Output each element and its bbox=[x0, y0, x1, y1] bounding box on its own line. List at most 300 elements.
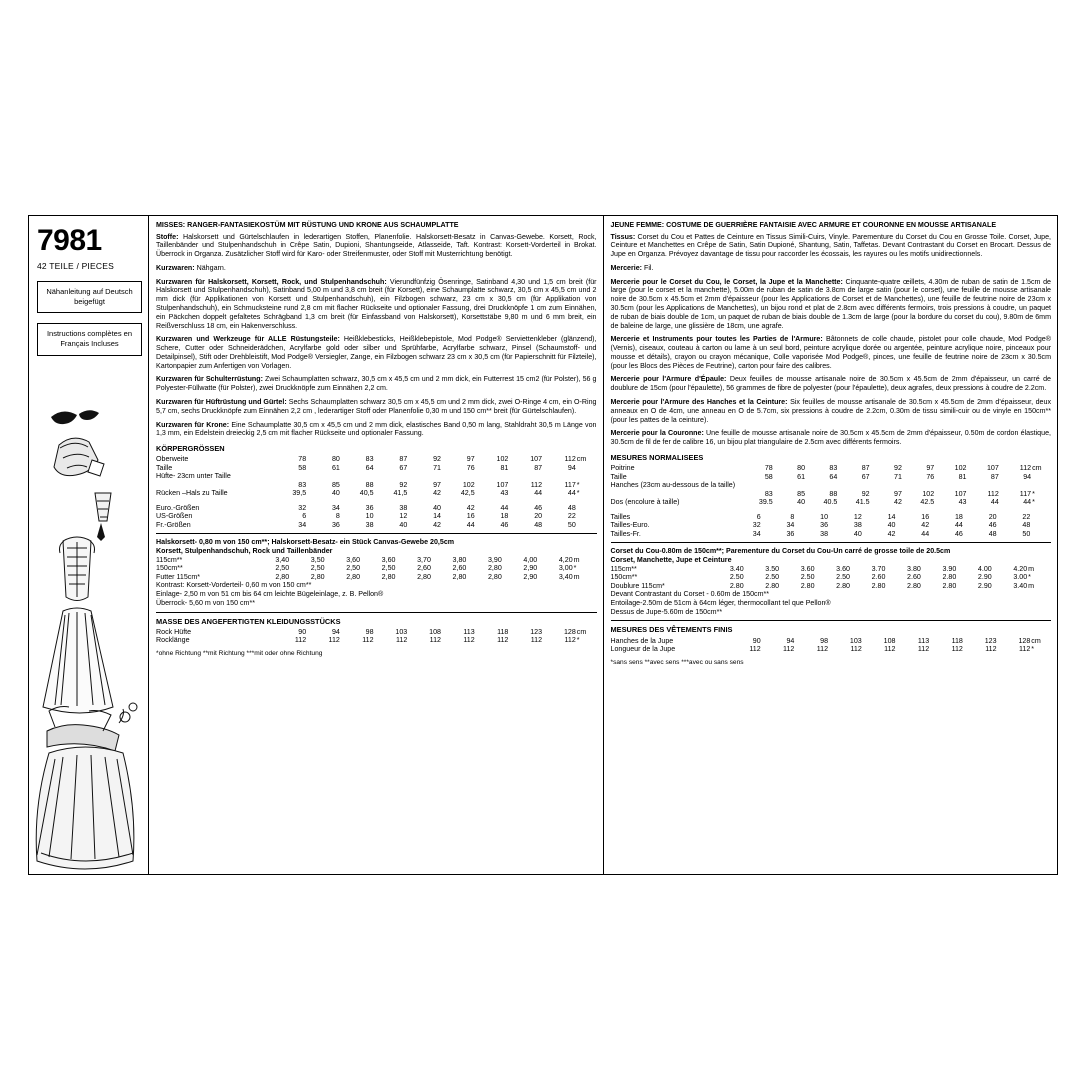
row-value: 2.60 bbox=[907, 573, 921, 582]
row-unit: cm bbox=[576, 455, 587, 464]
row-value: 67 bbox=[399, 463, 408, 472]
row-value: 2,80 bbox=[310, 572, 325, 581]
row-value: 18 bbox=[954, 512, 963, 521]
row-value bbox=[509, 472, 543, 481]
row-value: 71 bbox=[433, 463, 441, 472]
row-value: 10 bbox=[365, 512, 374, 521]
german-size-table bbox=[156, 504, 597, 530]
row-value: 20 bbox=[988, 512, 997, 521]
row-value: 2,80 bbox=[487, 564, 502, 573]
french-section-4 bbox=[611, 398, 1052, 424]
german-yardage-note-1: Kontrast: Korsett-Vorderteil- 0,60 m von 150 cm** bbox=[156, 581, 312, 590]
row-label: Hanches de la Jupe bbox=[610, 636, 674, 645]
row-value: 6 bbox=[302, 512, 307, 521]
row-unit: cm bbox=[1032, 464, 1042, 473]
row-unit: m bbox=[1028, 581, 1035, 590]
table-row bbox=[156, 481, 597, 490]
row-value: 83 bbox=[764, 489, 773, 498]
row-value: 2,80 bbox=[487, 572, 502, 581]
row-value: 48 bbox=[988, 529, 997, 538]
divider-2 bbox=[156, 612, 597, 613]
row-value: 112 bbox=[463, 636, 475, 645]
german-section-3 bbox=[156, 375, 597, 393]
german-section-2-label: Kurzwaren und Werkzeuge für ALLE Rüstungsteile: bbox=[156, 335, 340, 344]
row-value: 3.60 bbox=[836, 564, 850, 573]
row-label: Taille bbox=[156, 463, 173, 472]
row-value: 39,5 bbox=[292, 489, 307, 498]
row-value: 2.80 bbox=[942, 573, 957, 582]
french-yardage-sub: Corset, Manchette, Jupe et Ceinture bbox=[610, 555, 732, 564]
row-value: 78 bbox=[764, 464, 773, 473]
german-footnote: *ohne Richtung **mit Richtung ***mit oder ohne Richtung bbox=[156, 649, 323, 657]
row-value: 2.90 bbox=[977, 573, 992, 582]
row-value: 10 bbox=[820, 512, 829, 521]
row-value: 112 bbox=[985, 645, 997, 654]
row-value: 103 bbox=[395, 627, 408, 636]
french-yardage-table bbox=[611, 565, 1052, 591]
row-unit: cm bbox=[576, 627, 587, 636]
table-row bbox=[156, 521, 597, 530]
german-notions bbox=[156, 264, 597, 273]
french-section-3 bbox=[611, 375, 1052, 393]
table-row bbox=[156, 636, 597, 645]
row-value: 43 bbox=[500, 489, 509, 498]
row-unit: * bbox=[1031, 645, 1035, 654]
row-value: 3,00 bbox=[558, 564, 573, 573]
german-section-3-label: Kurzwaren für Schulterrüstung: bbox=[156, 375, 263, 384]
row-value: 34 bbox=[298, 520, 307, 529]
row-value: 14 bbox=[887, 512, 896, 521]
row-value: 85 bbox=[331, 480, 340, 489]
french-notions-text: Fil. bbox=[642, 263, 654, 272]
row-value: 2,80 bbox=[452, 572, 467, 581]
french-notions bbox=[611, 264, 1052, 273]
row-value: 108 bbox=[429, 627, 441, 636]
row-value: 92 bbox=[433, 455, 441, 464]
row-value: 97 bbox=[894, 489, 902, 498]
table-row bbox=[156, 564, 597, 573]
row-value: 42 bbox=[887, 529, 896, 538]
row-value: 41,5 bbox=[393, 489, 408, 498]
row-value: 3.60 bbox=[800, 564, 815, 573]
row-value: 16 bbox=[921, 512, 930, 521]
row-value bbox=[476, 472, 510, 481]
row-label: Euro.-Größen bbox=[156, 503, 200, 512]
row-value: 8 bbox=[790, 512, 795, 521]
table-row bbox=[156, 573, 597, 582]
table-row bbox=[156, 472, 597, 481]
row-value: 92 bbox=[861, 489, 870, 498]
row-value: 83 bbox=[298, 480, 307, 489]
row-value: 14 bbox=[433, 512, 441, 521]
french-finished-title: MESURES DES VÊTEMENTS FINIS bbox=[610, 625, 733, 635]
row-value: 76 bbox=[466, 463, 475, 472]
german-section-4 bbox=[156, 398, 597, 416]
pattern-envelope-back bbox=[28, 215, 1058, 875]
row-label: Hüfte- 23cm unter Taille bbox=[156, 472, 231, 481]
row-unit: * bbox=[576, 489, 580, 498]
row-value: 3.80 bbox=[907, 564, 921, 573]
row-value: 22 bbox=[1022, 512, 1031, 521]
row-value: 46 bbox=[988, 521, 997, 530]
row-value: 4,20 bbox=[558, 555, 573, 564]
row-value: 90 bbox=[752, 636, 761, 645]
row-value bbox=[935, 481, 967, 490]
row-value: 80 bbox=[797, 464, 806, 473]
row-value: 6 bbox=[756, 512, 761, 521]
row-value: 3,80 bbox=[452, 555, 467, 564]
row-value: 4,00 bbox=[523, 555, 538, 564]
french-fabrics-text: Corset du Cou et Pattes de Ceinture en Tissus Simili-Cuirs, Vinyle. Parementure du Corset du Cou en Grosse Toile. Corset, Jupe, Ceinture et Manchettes en Crêpe de Satin, Satin Dupioné, Shantung, Satin, Taffetas. Devant Contrastant du Corset en Brocart. Dessus de Jupe en Organza. Prévoyez davantage de tissu pour raccorder les écossais, les rayures ou les motifs unidirectionnels. bbox=[610, 232, 1051, 259]
row-value: 2.80 bbox=[765, 581, 780, 590]
row-value: 85 bbox=[797, 489, 806, 498]
german-notions-label: Kurzwaren: bbox=[156, 263, 195, 272]
row-value: 32 bbox=[298, 503, 307, 512]
row-value: 4.00 bbox=[977, 564, 992, 573]
row-value: 44 bbox=[466, 520, 475, 529]
row-value: 42,5 bbox=[460, 489, 475, 498]
row-unit: m bbox=[573, 555, 580, 564]
row-label: Rock Hüfte bbox=[156, 627, 192, 636]
row-value: 112 bbox=[783, 645, 795, 654]
french-yardage-note-1: Devant Contrastant du Corset - 0.60m de 150cm** bbox=[610, 590, 770, 599]
row-value bbox=[871, 481, 903, 490]
row-value: 112 bbox=[564, 636, 576, 645]
table-row bbox=[611, 637, 1052, 646]
row-value: 40.5 bbox=[823, 498, 838, 507]
row-value: 3.00 bbox=[1013, 573, 1028, 582]
german-finished-table bbox=[156, 628, 597, 645]
row-value: 113 bbox=[917, 636, 930, 645]
row-value: 94 bbox=[567, 463, 576, 472]
table-row bbox=[611, 530, 1052, 539]
row-value bbox=[741, 481, 773, 490]
table-row bbox=[156, 628, 597, 637]
row-value: 22 bbox=[567, 512, 576, 521]
row-unit: * bbox=[1032, 498, 1035, 507]
german-section-5-text: Eine Schaumplatte 30,5 cm x 45,5 cm und 2 mm dick, elastisches Band 0,50 m lang, Stahldraht 30,5 m Länge von 1,3 mm, ein Edelstein dreieckig 2,5 cm mit flacher Rückseite und optionaler Fassung. bbox=[156, 420, 597, 438]
german-section-5-label: Kurzwaren für Krone: bbox=[156, 420, 230, 429]
table-row bbox=[611, 464, 1052, 473]
row-value: 112 bbox=[850, 645, 862, 654]
french-section-3-label: Mercerie pour l'Armure d'Épaule: bbox=[610, 375, 727, 384]
garment-illustrations bbox=[29, 401, 148, 874]
french-section-1 bbox=[611, 278, 1052, 331]
row-value: 40,5 bbox=[359, 489, 374, 498]
french-fabrics-label: Tissus: bbox=[610, 232, 636, 241]
row-value: 12 bbox=[853, 512, 862, 521]
row-unit bbox=[1032, 473, 1051, 482]
german-section-3-text: Zwei Schaumplatten schwarz, 30,5 cm x 45,5 cm und 2 mm dick, ein Futterrest 15 cm2 (für Polster), 56 g Polyester-Füllwatte (für Polster), zwei Druckknöpfe zum Einnähen 2,2 cm. bbox=[156, 375, 597, 393]
french-section-1-text: Cinquante-quatre œillets, 4.30m de ruban de satin de 1.5cm de large (pour le corset et la manchette), 5.00m de ruban de satin de 3.8cm de large satin (pour le corset), une feuille de mousse artisanale noire de 30.5cm x 45.5cm et 2mm d'épaisseur (pour les Applications de Corset et de Manchettes), une feuille de feutrine noire de 23cm x 30.5cm (pour les Applications de Manchettes), un bijou rond et plat de 2.8cm avec différents fermoirs, trois pressions à coudre, un paquet de ruban de biais double de 1cm, un paquet de ruban de biais double de 1.3cm de large (pour la bordure du corset du cou), 9.80m de 6mm de baleine de large, une glissière de 18cm, une agrafe. bbox=[610, 277, 1052, 330]
row-value: 50 bbox=[567, 520, 576, 529]
row-value bbox=[903, 481, 935, 490]
row-value: 2.50 bbox=[765, 573, 780, 582]
row-value: 34 bbox=[331, 503, 340, 512]
row-value: 2,60 bbox=[417, 564, 431, 573]
row-label: Doublure 115cm* bbox=[610, 581, 665, 590]
row-value: 3,50 bbox=[310, 555, 325, 564]
row-value: 88 bbox=[829, 489, 838, 498]
row-value: 87 bbox=[534, 463, 543, 472]
row-value: 46 bbox=[954, 529, 963, 538]
row-value: 40 bbox=[797, 498, 806, 507]
german-section-4-label: Kurzwaren für Hüftrüstung und Gürtel: bbox=[156, 398, 287, 406]
row-label: 115cm** bbox=[156, 555, 183, 564]
row-value: 40 bbox=[433, 503, 441, 512]
row-value: 2.90 bbox=[977, 581, 992, 590]
row-value: 3.50 bbox=[765, 564, 780, 573]
row-unit: * bbox=[1032, 489, 1035, 498]
row-label: Oberweite bbox=[156, 455, 189, 464]
table-row bbox=[156, 512, 597, 521]
row-unit bbox=[1031, 513, 1051, 522]
row-unit bbox=[1031, 530, 1051, 539]
row-value: 102 bbox=[922, 489, 935, 498]
row-value: 3,60 bbox=[346, 555, 361, 564]
piece-count: 42 TEILE / PIECES bbox=[37, 261, 114, 271]
row-value: 83 bbox=[365, 455, 374, 464]
row-value: 20 bbox=[534, 512, 543, 521]
row-value: 102 bbox=[954, 464, 967, 473]
row-value: 112 bbox=[395, 636, 408, 645]
row-value: 3.70 bbox=[871, 564, 886, 573]
german-section-1 bbox=[156, 278, 597, 331]
costume-line-drawings bbox=[33, 401, 151, 871]
row-value: 94 bbox=[1023, 472, 1032, 481]
french-finished-table bbox=[611, 637, 1052, 654]
french-body-measurements-title: MESURES NORMALISEES bbox=[610, 452, 704, 462]
row-label: Longueur de la Jupe bbox=[610, 645, 676, 654]
row-label: US-Größen bbox=[156, 512, 193, 521]
row-unit bbox=[1031, 521, 1051, 530]
row-value: 36 bbox=[820, 521, 829, 530]
table-row bbox=[611, 645, 1052, 654]
german-text-column bbox=[149, 216, 604, 874]
row-label: Poitrine bbox=[610, 464, 635, 473]
row-value bbox=[543, 472, 577, 481]
row-value: 97 bbox=[926, 464, 935, 473]
table-row bbox=[156, 504, 597, 513]
row-value: 3.40 bbox=[1013, 581, 1028, 590]
row-value: 58 bbox=[298, 463, 307, 472]
german-section-1-label: Kurzwaren für Halskorsett, Korsett, Rock, und Stulpenhandschuh: bbox=[156, 277, 387, 286]
row-value: 87 bbox=[399, 455, 408, 464]
row-value: 42 bbox=[894, 498, 902, 507]
french-instructions-note: Instructions complètes en Français Incluses bbox=[37, 323, 142, 355]
french-section-5-text: Une feuille de mousse artisanale noire de 30.5cm x 45.5cm de 2mm d'épaisseur, 0.50m de cordon élastique, 30.5cm de fil de fer de calibre 16, un bijou plat triangulaire de 2.5cm avec différents fermoirs. bbox=[610, 429, 1051, 447]
row-value: 39.5 bbox=[758, 498, 773, 507]
row-value: 2,60 bbox=[452, 564, 467, 573]
row-value: 102 bbox=[462, 480, 475, 489]
row-label: 150cm** bbox=[610, 573, 638, 582]
row-value: 40 bbox=[853, 529, 862, 538]
row-value: 112 bbox=[1018, 645, 1031, 654]
table-row bbox=[611, 473, 1052, 482]
row-label: 150cm** bbox=[156, 564, 183, 573]
row-value: 16 bbox=[466, 512, 475, 521]
row-value: 3.90 bbox=[942, 564, 957, 573]
row-value: 2,50 bbox=[381, 564, 396, 573]
row-value: 90 bbox=[298, 627, 307, 636]
row-value: 98 bbox=[820, 636, 829, 645]
row-value: 2,80 bbox=[381, 572, 396, 581]
table-row bbox=[611, 498, 1052, 507]
row-value: 112 bbox=[497, 636, 509, 645]
row-value: 94 bbox=[331, 627, 340, 636]
row-value: 4.20 bbox=[1013, 564, 1028, 573]
row-value: 102 bbox=[496, 455, 509, 464]
german-body-measurements-table bbox=[156, 455, 597, 498]
row-value: 112 bbox=[530, 636, 543, 645]
row-value: 3,40 bbox=[275, 555, 290, 564]
row-value bbox=[838, 481, 870, 490]
row-value: 92 bbox=[894, 464, 902, 473]
row-value: 2.80 bbox=[800, 581, 815, 590]
row-value: 98 bbox=[365, 627, 374, 636]
row-value: 97 bbox=[433, 480, 441, 489]
row-value: 123 bbox=[530, 627, 543, 636]
table-row bbox=[611, 490, 1052, 499]
row-value bbox=[273, 472, 307, 481]
french-size-table bbox=[611, 513, 1052, 539]
row-value: 44 bbox=[500, 503, 509, 512]
row-value: 46 bbox=[534, 503, 543, 512]
german-section-5 bbox=[156, 421, 597, 439]
row-label: Rocklänge bbox=[156, 636, 190, 645]
table-row bbox=[156, 556, 597, 565]
german-yardage-table bbox=[156, 556, 597, 582]
row-unit: cm bbox=[1031, 636, 1041, 645]
german-section-2 bbox=[156, 335, 597, 370]
row-value: 67 bbox=[861, 472, 870, 481]
table-row bbox=[611, 513, 1052, 522]
row-value: 64 bbox=[365, 463, 374, 472]
row-value: 107 bbox=[530, 455, 543, 464]
row-value bbox=[968, 481, 1000, 490]
french-body-measurements-table bbox=[611, 464, 1052, 507]
row-unit: m bbox=[1028, 564, 1035, 573]
row-value: 64 bbox=[829, 472, 838, 481]
german-fabrics-label: Stoffe: bbox=[156, 232, 179, 241]
row-value: 128 bbox=[1018, 636, 1031, 645]
row-label: Dos (encolure à taille) bbox=[610, 498, 680, 507]
row-value: 81 bbox=[500, 463, 509, 472]
french-footnote: *sans sens **avec sens ***avec ou sans sens bbox=[610, 658, 744, 666]
german-fabrics-text: Halskorsett und Gürtelschlaufen in lederartigen Stoffen, Planenfolie. Halskorsett-Besatz in Canvas-Gewebe. Korsett, Rock, Taillenbänder und Stulpenhandschuh in Crêpe Satin, Dupioni, Shantungseide, Atlasseide, Taft. Kontrast: Korsett-Vorderteil in Brokat. Überrock in Organza. Zusätzlicher Stoff wird für Karo- oder Streifenmuster, oder Stoff mit Musterrichtung benötigt. bbox=[156, 232, 597, 259]
row-value: 58 bbox=[764, 472, 773, 481]
german-yardage-sub: Korsett, Stulpenhandschuh, Rock und Taillenbänder bbox=[156, 547, 333, 556]
french-yardage-head: Corset du Cou-0.80m de 150cm**; Parementure du Corset du Cou-Un carré de grosse toile de 20.5cm bbox=[610, 547, 951, 556]
row-value: 32 bbox=[752, 521, 761, 530]
row-value: 44 bbox=[534, 489, 543, 498]
french-yardage-note-3: Dessus de Jupe-5.60m de 150cm** bbox=[610, 607, 723, 616]
row-value: 2,90 bbox=[523, 564, 538, 573]
german-yardage-head: Halskorsett- 0,80 m von 150 cm**; Halskorsett-Besatz- ein Stück Canvas-Gewebe 20,5cm bbox=[156, 538, 455, 547]
table-row bbox=[611, 565, 1052, 574]
row-label: Rücken –Hals zu Taille bbox=[156, 489, 228, 498]
row-unit bbox=[577, 512, 597, 521]
row-value: 81 bbox=[958, 472, 967, 481]
row-value: 112 bbox=[917, 645, 930, 654]
french-section-2 bbox=[611, 335, 1052, 370]
row-value: 107 bbox=[986, 464, 999, 473]
left-index-column bbox=[29, 216, 149, 874]
row-value: 112 bbox=[530, 480, 543, 489]
row-label bbox=[156, 481, 273, 490]
table-row bbox=[611, 481, 1052, 490]
row-value bbox=[774, 481, 806, 490]
row-value: 42.5 bbox=[920, 498, 935, 507]
row-value bbox=[408, 472, 442, 481]
row-value: 112 bbox=[564, 455, 576, 464]
german-yardage-note-2: Einlage- 2,50 m von 51 cm bis 64 cm leichte Bügeleinlage, z. B. Pellon® bbox=[156, 590, 384, 599]
row-value bbox=[806, 481, 838, 490]
row-value bbox=[1000, 481, 1032, 490]
german-section-4-text: Sechs Schaumplatten schwarz 30,5 cm x 45,5 cm und 2 mm dick, zwei O-Ringe 4 cm, ein O-Ring 5,7 cm, sechs Druckknöpfe zum Einnähen 2,2 cm , lederartiger Stoff oder Planenfolie 0,30 m und 150 cm** breit (für Gürtelschlaufen). bbox=[156, 398, 597, 415]
german-instructions-note: Nähanleitung auf Deutsch beigefügt bbox=[37, 281, 142, 313]
row-value: 40 bbox=[399, 520, 408, 529]
french-section-4-label: Mercerie pour l'Armure des Hanches et la Ceinture: bbox=[610, 398, 788, 406]
row-value: 46 bbox=[500, 520, 509, 529]
row-value: 34 bbox=[786, 521, 795, 530]
german-yardage-note-3: Überrock- 5,60 m von 150 cm** bbox=[156, 598, 255, 607]
row-value: 112 bbox=[1019, 464, 1032, 473]
row-unit bbox=[577, 472, 597, 481]
row-value: 112 bbox=[987, 489, 999, 498]
row-value: 36 bbox=[786, 529, 795, 538]
french-text-column bbox=[604, 216, 1058, 874]
row-label bbox=[611, 490, 742, 499]
row-value: 3,70 bbox=[417, 555, 431, 564]
row-value: 44 bbox=[567, 489, 576, 498]
french-section-5-label: Mercerie pour la Couronne: bbox=[610, 429, 704, 438]
row-value: 40 bbox=[887, 521, 896, 530]
row-value: 38 bbox=[853, 521, 862, 530]
row-value: 2.50 bbox=[836, 573, 850, 582]
row-value: 36 bbox=[331, 520, 340, 529]
row-value: 87 bbox=[990, 472, 999, 481]
row-value: 113 bbox=[463, 627, 475, 636]
row-value: 112 bbox=[429, 636, 441, 645]
row-value: 2,80 bbox=[275, 572, 290, 581]
row-value: 80 bbox=[331, 455, 340, 464]
row-value: 2.80 bbox=[729, 581, 744, 590]
row-value: 43 bbox=[958, 498, 967, 507]
row-label: Taille bbox=[610, 472, 627, 481]
row-unit: * bbox=[576, 636, 580, 645]
row-value: 48 bbox=[1022, 521, 1031, 530]
table-row bbox=[611, 573, 1052, 582]
row-value: 83 bbox=[829, 464, 838, 473]
row-value: 94 bbox=[786, 636, 795, 645]
row-value: 88 bbox=[365, 480, 374, 489]
row-value: 61 bbox=[797, 472, 806, 481]
row-value: 38 bbox=[820, 529, 829, 538]
row-label: 115cm** bbox=[610, 564, 637, 573]
german-body-measurements-title: KÖRPERGRÖSSEN bbox=[156, 444, 225, 454]
row-value bbox=[307, 472, 341, 481]
row-value: 112 bbox=[884, 645, 896, 654]
row-value: 2.80 bbox=[942, 581, 957, 590]
row-value: 107 bbox=[496, 480, 509, 489]
row-value: 50 bbox=[1022, 529, 1031, 538]
row-value: 2,80 bbox=[346, 572, 361, 581]
row-value: 3,90 bbox=[487, 555, 502, 564]
row-unit: m bbox=[573, 572, 580, 581]
divider bbox=[156, 533, 597, 534]
row-unit: * bbox=[1028, 573, 1031, 582]
